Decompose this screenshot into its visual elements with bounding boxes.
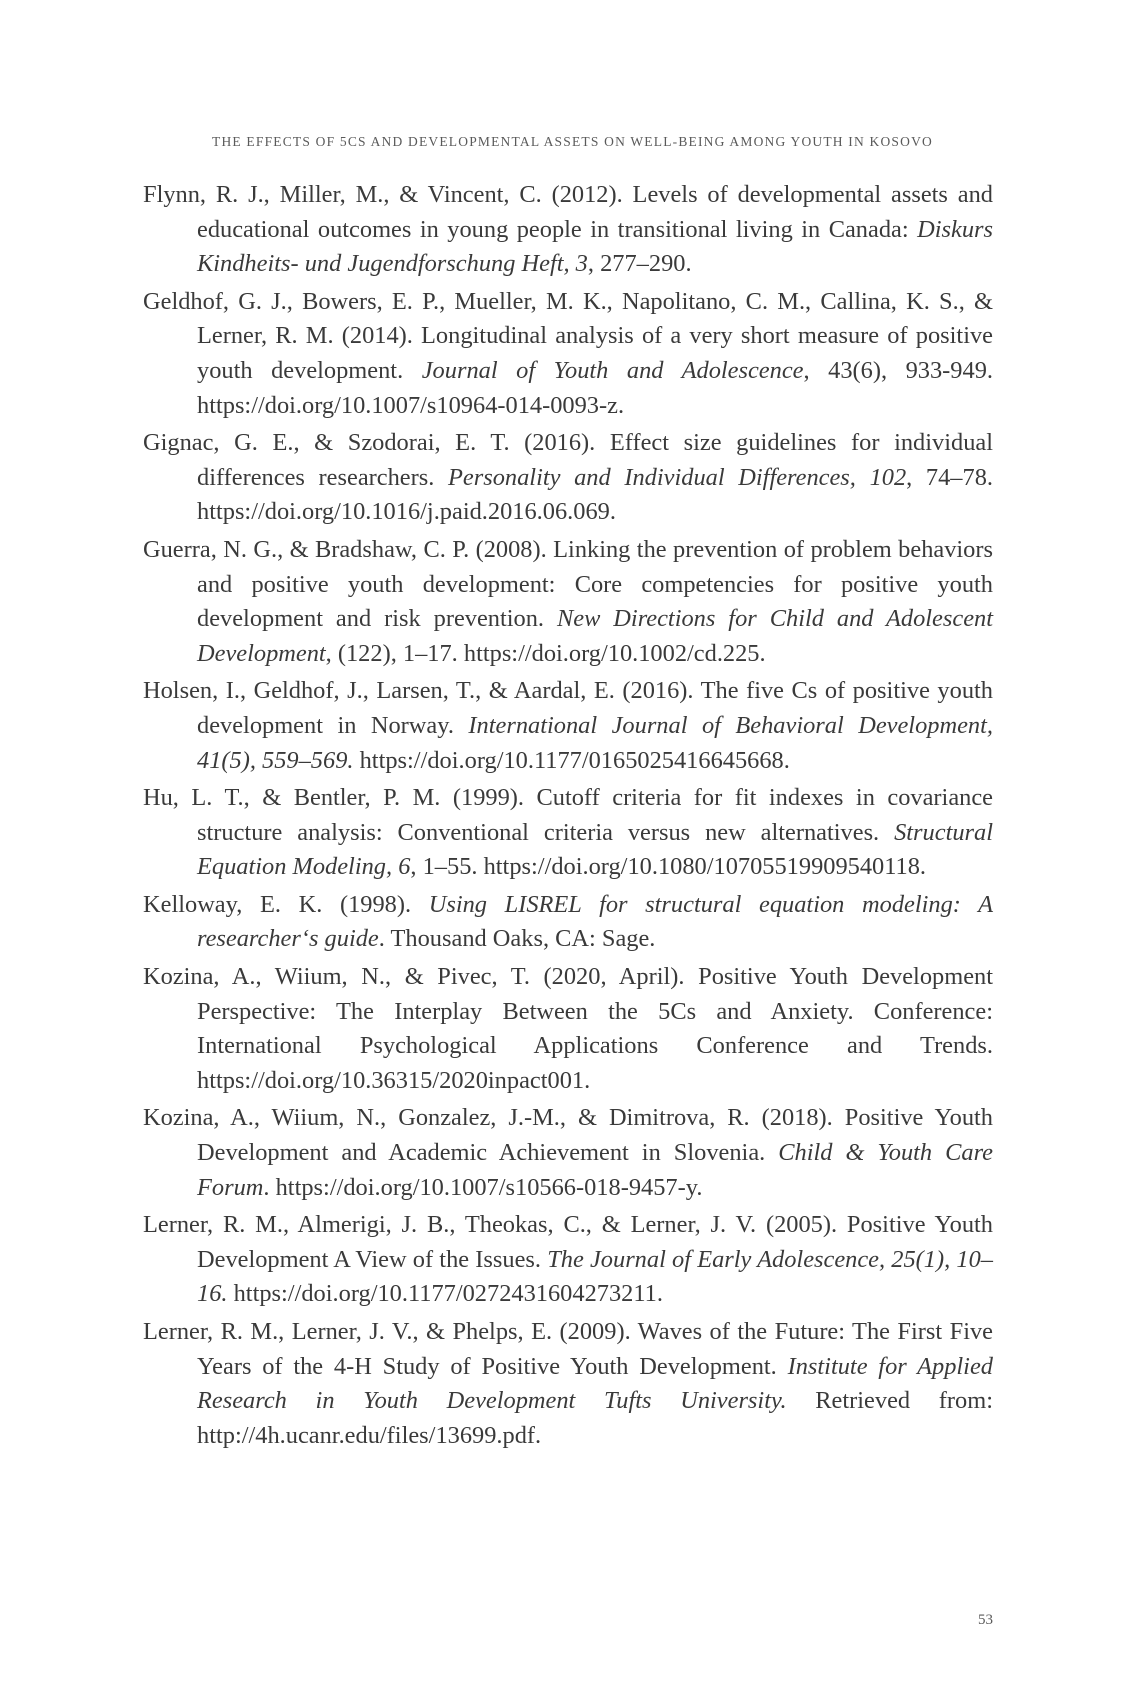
running-head: THE EFFECTS OF 5CS AND DEVELOPMENTAL ASSETS ON WELL-BEING AMONG YOUTH IN KOSOVO — [212, 134, 933, 149]
reference-source: Using LISREL for structural equation modeling: A researcher‘s guide — [197, 890, 993, 953]
reference-details: , 74–78. https://doi.org/10.1016/j.paid.2016.06.069. — [197, 463, 993, 526]
reference-entry — [143, 960, 993, 1098]
reference-text: Holsen, I., Geldhof, J., Larsen, T., & Aardal, E. (2016). The five Cs of positive youth development in Norway. — [143, 677, 993, 739]
reference-entry — [143, 674, 993, 778]
reference-source: Diskurs Kindheits- und Jugendforschung Heft, 3 — [197, 215, 993, 278]
reference-details: , 277–290. — [587, 250, 692, 278]
reference-entry — [143, 1101, 993, 1205]
reference-text: Gignac, G. E., & Szodorai, E. T. (2016). Effect size guidelines for individual differences researchers. — [143, 429, 993, 491]
reference-entry — [143, 533, 993, 671]
reference-details: , (122), 1–17. https://doi.org/10.1002/cd.225. — [325, 639, 766, 667]
reference-source: Personality and Individual Differences, 102 — [448, 463, 907, 491]
reference-details: . https://doi.org/10.1007/s10566-018-9457-y. — [263, 1173, 703, 1201]
reference-text: Hu, L. T., & Bentler, P. M. (1999). Cutoff criteria for fit indexes in covariance structure analysis: Conventional criteria versus new alternatives. — [143, 784, 993, 846]
reference-text: Guerra, N. G., & Bradshaw, C. P. (2008). Linking the prevention of problem behaviors and positive youth development: Core competencies for positive youth development and risk prevention. — [143, 535, 993, 633]
reference-text: Kelloway, E. K. (1998). — [143, 890, 429, 918]
page-number: 53 — [978, 1612, 993, 1628]
reference-source: International Journal of Behavioral Development, 41(5), 559–569. — [197, 711, 993, 774]
reference-source: Journal of Youth and Adolescence — [421, 356, 804, 384]
reference-text: Geldhof, G. J., Bowers, E. P., Mueller, M. K., Napolitano, C. M., Callina, K. S., & Lerner, R. M. (2014). Longitudinal analysis of a very short measure of positive youth development. — [143, 287, 993, 384]
reference-details: , 1–55. https://doi.org/10.1080/10705519909540118. — [410, 853, 927, 881]
reference-list — [143, 178, 993, 1456]
reference-details: https://doi.org/10.1177/0272431604273211. — [227, 1280, 663, 1308]
reference-entry — [143, 426, 993, 530]
reference-entry — [143, 178, 993, 282]
reference-source: New Directions for Child and Adolescent Development — [197, 605, 993, 667]
reference-source: Structural Equation Modeling, 6 — [197, 818, 993, 881]
reference-details: https://doi.org/10.1177/0165025416645668. — [353, 746, 790, 774]
reference-text: Lerner, R. M., Almerigi, J. B., Theokas, C., & Lerner, J. V. (2005). Positive Youth Development A View of the Issues. — [143, 1211, 993, 1273]
reference-entry — [143, 1315, 993, 1453]
reference-text: Flynn, R. J., Miller, M., & Vincent, C. (2012). Levels of developmental assets and educational outcomes in young people in transitional living in Canada: — [143, 181, 993, 243]
reference-text: Kozina, A., Wiium, N., & Pivec, T. (2020, April). Positive Youth Development Perspective: The Interplay Between the 5Cs and Anxiety. Conference: International Psychological Applications Conference and Trends. https://doi.org/10.36315/2020inpact001. — [143, 963, 993, 1094]
reference-details: Retrieved from: http://4h.ucanr.edu/files/13699.pdf. — [197, 1387, 993, 1449]
reference-details: , 43(6), 933-949. https://doi.org/10.1007/s10964-014-0093-z. — [197, 356, 993, 419]
reference-source: The Journal of Early Adolescence, 25(1), 10–16. — [197, 1245, 993, 1308]
reference-entry — [143, 285, 993, 423]
reference-entry — [143, 888, 993, 957]
reference-text: Lerner, R. M., Lerner, J. V., & Phelps, E. (2009). Waves of the Future: The First Five Years of the 4-H Study of Positive Youth Development. — [143, 1318, 993, 1380]
reference-text: Kozina, A., Wiium, N., Gonzalez, J.-M., & Dimitrova, R. (2018). Positive Youth Development and Academic Achievement in Slovenia. — [143, 1104, 993, 1167]
reference-details: . Thousand Oaks, CA: Sage. — [378, 925, 656, 953]
reference-entry — [143, 781, 993, 885]
reference-source: Institute for Applied Research in Youth Development Tufts University. — [197, 1352, 993, 1415]
reference-entry — [143, 1208, 993, 1312]
reference-source: Child & Youth Care Forum — [197, 1139, 993, 1201]
